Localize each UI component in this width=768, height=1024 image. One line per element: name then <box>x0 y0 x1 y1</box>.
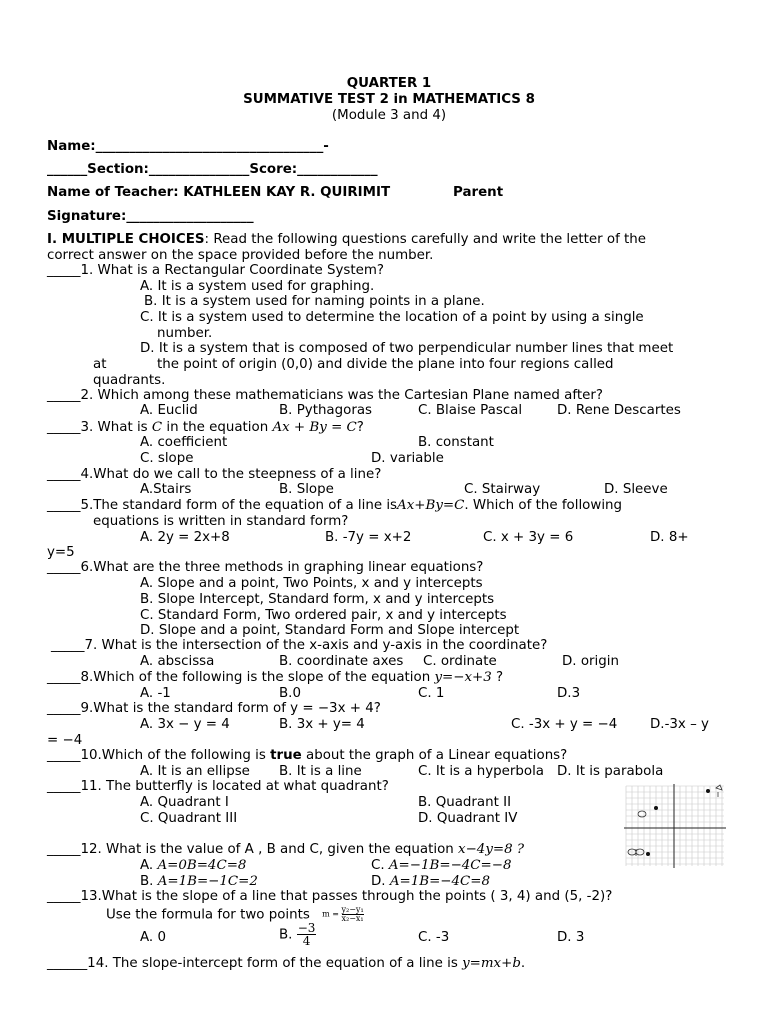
q8-option-a: A. -1 <box>140 686 171 701</box>
q4-option-c: C. Stairway <box>464 482 541 497</box>
instructions-line-1 <box>47 232 646 248</box>
question-12 <box>47 842 524 858</box>
q4-option-a: A.Stairs <box>140 482 192 497</box>
q2-option-d: D. Rene Descartes <box>557 403 681 418</box>
question-10 <box>47 748 567 764</box>
q3-option-c: C. slope <box>140 451 194 466</box>
q3-option-a: A. coefficient <box>140 435 228 450</box>
q4-option-b: B. Slope <box>279 482 334 497</box>
question-4: _____4.What do we call to the steepness of a line? <box>47 467 382 482</box>
question-6: _____6.What are the three methods in graphing linear equations? <box>47 560 484 575</box>
q8-equation: y=−x+3 <box>434 670 492 685</box>
q7-option-b: B. coordinate axes <box>279 654 404 669</box>
slope-formula-m: m = <box>322 909 339 919</box>
teacher-field: Name of Teacher: KATHLEEN KAY R. QUIRIMIT <box>47 185 391 200</box>
q10-text-pre: _____10.Which of the following is <box>47 748 271 763</box>
point-quadrant-1 <box>706 789 710 793</box>
q10-option-c: C. It is a hyperbola <box>418 764 545 779</box>
q5-option-b: B. -7y = x+2 <box>325 530 412 545</box>
q10-emphasis: true <box>270 748 302 763</box>
q7-option-d: D. origin <box>562 654 619 669</box>
q5-option-d-cont: y=5 <box>47 545 75 560</box>
q5-text-pre: _____5.The standard form of the equation of a line is <box>47 498 398 513</box>
q11-option-a: A. Quadrant I <box>140 795 229 810</box>
q11-option-d: D. Quadrant IV <box>418 811 518 826</box>
q6-option-d: D. Slope and a point, Standard Form and Slope intercept <box>140 623 520 638</box>
q13-option-a: A. 0 <box>140 930 166 945</box>
q12-option-c-value: A=−1B=−4C=−8 <box>388 858 512 873</box>
q8-text-pre: _____8.Which of the following is the slope of the equation <box>47 670 435 685</box>
instructions-heading: I. MULTIPLE CHOICES <box>47 232 205 247</box>
question-7: _____7. What is the intersection of the x-axis and y-axis in the coordinate? <box>51 638 548 653</box>
test-title: SUMMATIVE TEST 2 in MATHEMATICS 8 <box>243 92 535 107</box>
q3-equation: Ax + By = C <box>272 420 357 435</box>
q3-text-pre: _____3. What is <box>47 420 152 435</box>
q11-option-c: C. Quadrant III <box>140 811 238 826</box>
q2-option-c: C. Blaise Pascal <box>418 403 523 418</box>
q14-text-post: . <box>520 956 526 971</box>
q4-option-d: D. Sleeve <box>604 482 668 497</box>
q10-option-b: B. It is a line <box>279 764 362 779</box>
q9-option-b: B. 3x + y= 4 <box>279 717 365 732</box>
slope-formula <box>322 906 364 923</box>
q5-text-post: . Which of the following <box>464 498 623 513</box>
question-9: _____9.What is the standard form of y = −3x + 4? <box>47 701 381 716</box>
q12-option-c-label: C. <box>371 858 389 873</box>
q6-option-b: B. Slope Intercept, Standard form, x and y intercepts <box>140 592 495 607</box>
q12-text-pre: _____12. What is the value of A , B and C, given the equation <box>47 842 459 857</box>
question-5 <box>47 498 622 514</box>
q13-option-b-numerator: −3 <box>297 921 316 935</box>
q13-option-c: C. -3 <box>418 930 450 945</box>
q13-option-d: D. 3 <box>557 930 585 945</box>
point-quadrant-3 <box>646 852 650 856</box>
q5-option-c: C. x + 3y = 6 <box>483 530 574 545</box>
q1-option-d-at: at <box>93 357 107 372</box>
q1-option-d: D. It is a system that is composed of two perpendicular number lines that meet <box>140 341 674 356</box>
q1-option-c: C. It is a system used to determine the location of a point by using a single <box>140 310 644 325</box>
q12-option-b <box>140 874 258 890</box>
q12-option-a-value: A=0B=4C=8 <box>157 858 247 873</box>
point-quadrant-2 <box>654 806 658 810</box>
q3-variable: C <box>151 420 163 435</box>
q13-formula-hint: Use the formula for two points <box>106 907 310 923</box>
quarter-heading: QUARTER 1 <box>346 76 432 91</box>
q12-option-d-value: A=1B=−4C=8 <box>389 874 491 889</box>
q2-option-b: B. Pythagoras <box>279 403 373 418</box>
name-field: Name:__________________________________- <box>47 139 329 154</box>
question-8 <box>47 670 503 686</box>
q1-option-c-cont: number. <box>157 326 213 341</box>
q2-option-a: A. Euclid <box>140 403 198 418</box>
q5-option-a: A. 2y = 2x+8 <box>140 530 230 545</box>
q11-option-b: B. Quadrant II <box>418 795 512 810</box>
q3-text-mid: in the equation <box>162 420 273 435</box>
slope-formula-denominator: x₂−x₁ <box>341 914 364 923</box>
q12-option-d <box>371 874 490 890</box>
question-13: _____13.What is the slope of a line that passes through the points ( 3, 4) and (5, -2)? <box>47 889 613 904</box>
q3-option-d: D. variable <box>371 451 444 466</box>
q8-option-d: D.3 <box>557 686 581 701</box>
q9-option-c: C. -3x + y = −4 <box>511 717 618 732</box>
q13-option-b-label: B. <box>279 927 293 943</box>
q12-option-a-label: A. <box>140 858 158 873</box>
q1-option-d-cont: the point of origin (0,0) and divide the plane into four regions called <box>157 357 614 372</box>
slope-formula-numerator: y₂−y₁ <box>341 905 364 914</box>
q10-option-d: D. It is parabola <box>557 764 664 779</box>
q10-text-post: about the graph of a Linear equations? <box>301 748 568 763</box>
question-14 <box>47 956 525 972</box>
q3-text-post: ? <box>356 420 364 435</box>
q8-text-post: ? <box>491 670 504 685</box>
q7-option-c: C. ordinate <box>423 654 497 669</box>
q13-option-b <box>279 922 316 947</box>
section-score-field: ______Section:_______________Score:____________ <box>47 162 378 177</box>
q12-option-b-value: A=1B=−1C=2 <box>157 874 258 889</box>
module-subtitle: (Module 3 and 4) <box>331 108 447 123</box>
q12-option-a <box>140 858 246 874</box>
q3-option-b: B. constant <box>418 435 494 450</box>
question-5-cont: equations is written in standard form? <box>93 514 349 529</box>
q14-text-pre: ______14. The slope-intercept form of the equation of a line is <box>47 956 463 971</box>
question-11: _____11. The butterfly is located at what quadrant? <box>47 779 389 794</box>
q1-option-b: B. It is a system used for naming points in a plane. <box>144 294 485 309</box>
q12-option-d-label: D. <box>371 874 390 889</box>
signature-field: Signature:___________________ <box>47 209 254 224</box>
instructions-text: : Read the following questions carefully and write the letter of the <box>204 232 647 247</box>
q12-option-c <box>371 858 512 874</box>
q6-option-a: A. Slope and a point, Two Points, x and y intercepts <box>140 576 483 591</box>
q9-option-a: A. 3x − y = 4 <box>140 717 230 732</box>
coordinate-plane-image <box>622 782 730 870</box>
parent-label: Parent <box>453 185 504 200</box>
q5-option-d: D. 8+ <box>650 530 689 545</box>
q12-equation: x−4y=8 ? <box>458 842 525 857</box>
question-2: _____2. Which among these mathematicians was the Cartesian Plane named after? <box>47 388 603 403</box>
question-3 <box>47 420 364 436</box>
question-1: _____1. What is a Rectangular Coordinate System? <box>47 263 384 278</box>
q8-option-b: B.0 <box>279 686 301 701</box>
q9-option-d-cont: = −4 <box>47 733 83 748</box>
q8-option-c: C. 1 <box>418 686 445 701</box>
q14-equation: y=mx+b <box>462 956 521 971</box>
q13-option-b-denominator: 4 <box>302 934 311 948</box>
q10-option-a: A. It is an ellipse <box>140 764 250 779</box>
q7-option-a: A. abscissa <box>140 654 215 669</box>
q6-option-c: C. Standard Form, Two ordered pair, x and y intercepts <box>140 608 507 623</box>
q12-option-b-label: B. <box>140 874 158 889</box>
q9-option-d: D.-3x – y <box>650 717 709 732</box>
q1-option-a: A. It is a system used for graphing. <box>140 279 375 294</box>
q1-option-d-end: quadrants. <box>93 373 166 388</box>
question-13-cont <box>106 906 364 924</box>
q5-equation: Ax+By=C <box>397 498 465 513</box>
instructions-line-2: correct answer on the space provided before the number. <box>47 248 434 263</box>
q13-option-b-fraction <box>297 922 317 947</box>
